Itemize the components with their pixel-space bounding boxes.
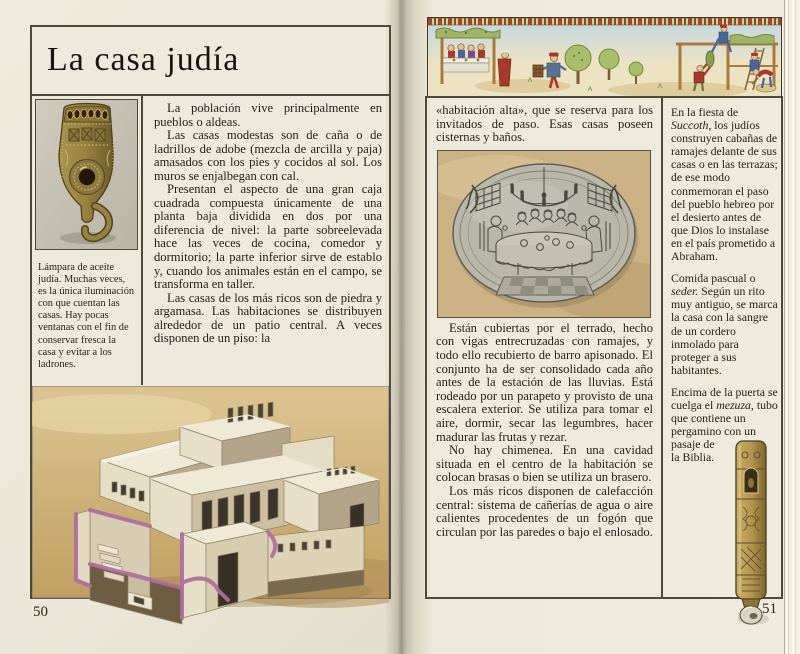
lamp-caption: Lámpara de aceite judía. Muchas veces, es la única iluminación con que cuentan las casas. Hay pocas ventanas con el fin de conservar fresca la casa y evitar a los ladrones. <box>38 262 135 370</box>
paragraph: Presentan el aspecto de una gran caja cuadrada compuesta únicamente de una planta baja dividida en dos por una diferencia de nivel: la parte sobreelevada hace las veces de cocina, comedor y dormitorio; la parte inferior sirve de establo y, cuando los animales están en el campo, se transforma en taller. <box>154 182 382 292</box>
paragraph: Los más ricos disponen de calefacción central: sistema de cañerías de agua o aire calientes procedentes de un fogón que circulan por las paredes o bajo el enlosado. <box>436 483 653 539</box>
note-mezuza: Encima de la puerta se cuelga el mezuza, tubo que contiene un pergamino con un pasaje de la Biblia. <box>671 386 779 465</box>
seder-plate-illustration <box>437 150 651 318</box>
page-number-right: 51 <box>762 601 777 617</box>
note-succoth: En la fiesta de Succoth, los judíos construyen cabañas de ramajes delante de sus casas o en las terrazas; de ese modo conmemoran el paso del pueblo hebreo por el desierto antes de que Dios lo instalase en el país prometido a Abraham. <box>671 105 778 264</box>
note-seder: Comida pascual o seder. Según un rito muy antiguo, se marca la casa con la sangre de un cordero inmolado para proteger a sus habitantes. <box>671 271 778 377</box>
paragraph: Las casas de los más ricos son de piedra y argamasa. Las habitaciones se distribuyen alrededor de un patio central. A veces disponen de un piso: la <box>154 290 382 346</box>
lamp-sidebar <box>32 96 143 385</box>
page-title: La casa judía <box>47 41 240 78</box>
page-right <box>403 0 784 654</box>
right-main-column <box>427 98 661 597</box>
paragraph: Las casas modestas son de caña o de ladrillos de adobe (mezcla de arcilla y paja) amasados con los pies y cocidos al sol. Los muros se enjalbegan con cal. <box>154 128 382 183</box>
right-content-box <box>425 96 783 599</box>
right-side-column <box>661 98 785 597</box>
book-page-edges <box>784 0 800 654</box>
title-band <box>32 27 389 96</box>
oil-lamp-drawing <box>36 100 137 249</box>
paragraph: Están cubiertas por el terrado, hecho con vigas entrecruzadas con ramajes, y todo ello recubierto de barro apisonado. El conjunto ha de ser consolidado cada año antes de la estación de las lluvias. Está rodeado por un parapeto y provisto de una escalera exterior. Se utiliza para tomar el aire, dormir, secar las legumbres, hacer madurar las frutas y rezar. <box>436 320 653 444</box>
oil-lamp-illustration <box>35 99 138 250</box>
left-columns <box>32 96 389 385</box>
paragraph: La población vive principalmente en pueblos o aldeas. <box>154 101 382 129</box>
mezuzah-illustration <box>723 439 779 627</box>
sukkot-header-illustration <box>427 17 782 97</box>
left-body-text <box>145 96 391 385</box>
page-number-left: 50 <box>33 604 48 620</box>
house-cutaway-illustration <box>32 386 389 632</box>
paragraph: «habitación alta», que se reserva para los invitados de paso. Esas casas poseen cisternas y baños. <box>436 103 653 145</box>
paragraph: No hay chimenea. En una cavidad situada en el centro de la habitación se colocan brasas o bien se utiliza un brasero. <box>436 443 653 485</box>
